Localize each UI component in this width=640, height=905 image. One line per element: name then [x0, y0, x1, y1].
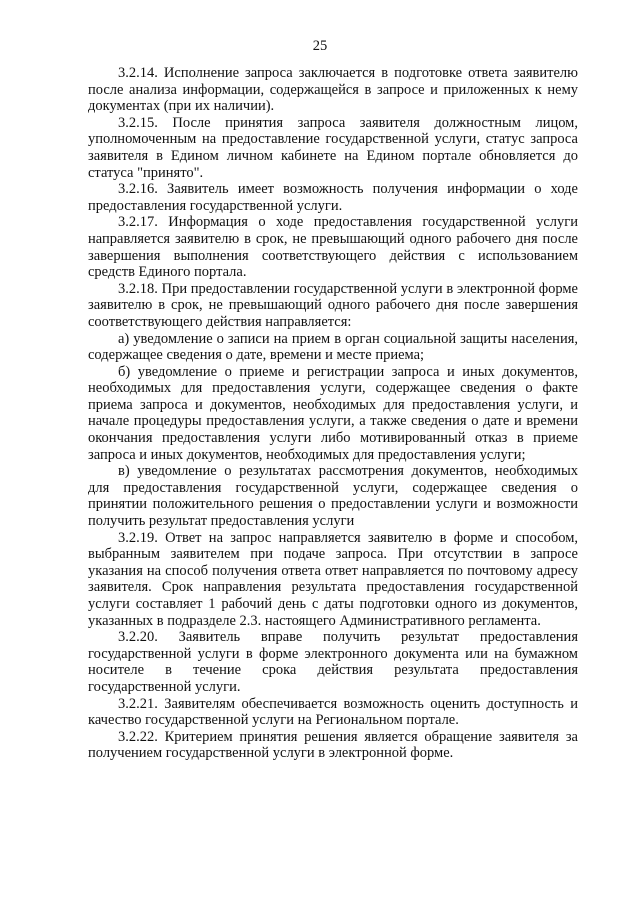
paragraph-3-2-22: 3.2.22. Критерием принятия решения является обращение заявителя за получением государственной услуги в электронной форме.	[88, 728, 578, 762]
paragraph-3-2-14: 3.2.14. Исполнение запроса заключается в подготовке ответа заявителю после анализа информации, содержащейся в запросе и приложенных к нему документах (при их наличии).	[88, 65, 578, 115]
paragraph-3-2-15: 3.2.15. После принятия запроса заявителя должностным лицом, уполномоченным на предоставление государственной услуги, статус запроса заявителя в Едином личном кабинете на Едином портале обновляется до статуса "принято".	[88, 114, 578, 181]
document-body	[88, 65, 578, 762]
paragraph-3-2-20: 3.2.20. Заявитель вправе получить результат предоставления государственной услуги в форме электронного документа или на бумажном носителе в течение срока действия результата предоставления государственной услуги.	[88, 629, 578, 695]
paragraph-3-2-18-v: в) уведомление о результатах рассмотрения документов, необходимых для предоставления государственной услуги, содержащее сведения о принятии положительного решения о предоставлении услуги и возможности получить результат предоставления услуги	[88, 463, 578, 530]
paragraph-3-2-16: 3.2.16. Заявитель имеет возможность получения информации о ходе предоставления государственной услуги.	[88, 181, 578, 214]
paragraph-3-2-18-b: б) уведомление о приеме и регистрации запроса и иных документов, необходимых для предоставления услуги, содержащее сведения о факте приема запроса и документов, необходимых для предоставления услуги, и начале процедуры предоставления услуги, а также сведения о дате и времени окончания предоставления услуги либо мотивированный отказ в приеме запроса и иных документов, необходимых для предоставления услуги;	[88, 363, 578, 463]
page-number: 25	[312, 38, 328, 54]
paragraph-3-2-18: 3.2.18. При предоставлении государственной услуги в электронной форме заявителю в срок, не превышающий одного рабочего дня после завершения соответствующего действия направляется:	[88, 280, 578, 330]
paragraph-3-2-17: 3.2.17. Информация о ходе предоставления государственной услуги направляется заявителю в срок, не превышающий одного рабочего дня после завершения выполнения соответствующего действия с использованием средств Единого портала.	[88, 214, 578, 281]
paragraph-3-2-21: 3.2.21. Заявителям обеспечивается возможность оценить доступность и качество государственной услуги на Региональном портале.	[88, 695, 578, 729]
paragraph-3-2-19: 3.2.19. Ответ на запрос направляется заявителю в форме и способом, выбранным заявителем при подаче запроса. При отсутствии в запросе указания на способ получения ответа ответ направляется по почтовому адресу заявителя. Срок направления результата предоставления государственной услуги составляет 1 рабочий день с даты подготовки одного из документов, указанных в подразделе 2.3. настоящего Административного регламента.	[88, 529, 578, 629]
paragraph-3-2-18-a: а) уведомление о записи на прием в орган социальной защиты населения, содержащее сведения о дате, времени и месте приема;	[88, 330, 578, 364]
